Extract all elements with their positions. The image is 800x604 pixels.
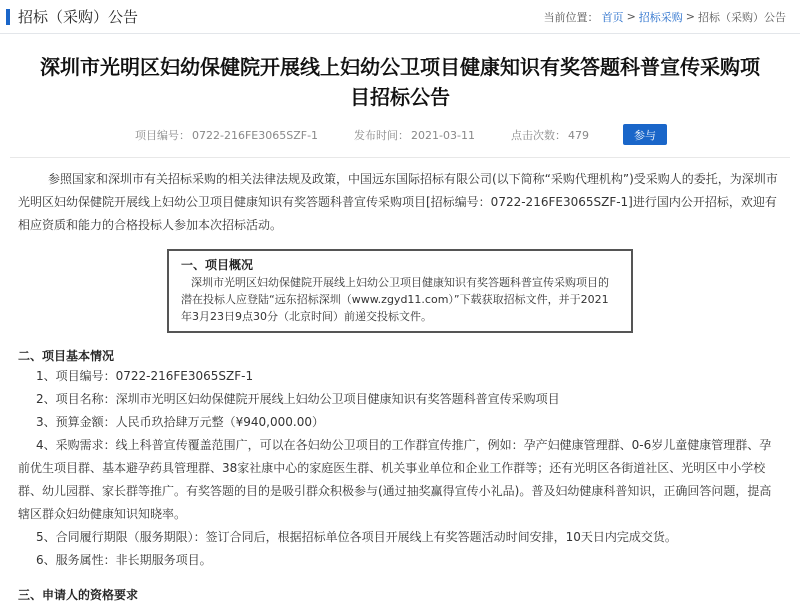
list-item: 1、项目编号：0722-216FE3065SZF-1 [36, 369, 254, 383]
list-item: 3、预算金额：人民币玖拾肆万元整（¥940,000.00） [36, 415, 324, 429]
project-number-label: 项目编号： [135, 128, 190, 142]
join-button[interactable]: 参与 [623, 124, 667, 145]
section-title [6, 6, 138, 27]
section-qualification-heading: 三、申请人的资格要求 [18, 588, 139, 602]
publish-date-value: 2021-03-11 [411, 128, 475, 142]
list-item: 5、合同履行期限（服务期限）：签订合同后，根据招标单位各项目开展线上有奖答题活动时间安排，10天日内完成交货。 [36, 530, 677, 544]
article-meta [0, 124, 800, 145]
intro-paragraph: 参照国家和深圳市有关招标采购的相关法律法规及政策，中国远东国际招标有限公司(以下简称“采购代理机构”)受采购人的委托，为深圳市光明区妇幼保健院开展线上妇幼公卫项目健康知识有奖答题科普宣传采购项目[招标编号：0722-216FE3065SZF-1]进行国内公开招标，欢迎有相应资质和能力的合格投标人参加本次招标活动。 [18, 172, 778, 232]
overview-body: 深圳市光明区妇幼保健院开展线上妇幼公卫项目健康知识有奖答题科普宣传采购项目的潜在投标人应登陆“远东招标深圳（www.zgyd11.com）”下载获取招标文件，并于2021年3月23日9点30分（北京时间）前递交投标文件。 [181, 276, 609, 323]
divider [10, 157, 790, 158]
section-title-text: 招标（采购）公告 [18, 8, 139, 26]
project-overview-box [167, 249, 633, 333]
click-count-value: 479 [567, 128, 589, 142]
breadcrumb-current: 招标（采购）公告 [698, 10, 786, 24]
list-item: 2、项目名称：深圳市光明区妇幼保健院开展线上妇幼公卫项目健康知识有奖答题科普宣传采购项目 [36, 392, 560, 406]
page-header [0, 0, 800, 34]
list-item: 4、采购需求：线上科普宣传覆盖范围广，可以在各妇幼公卫项目的工作群宣传推广，例如：孕产妇健康管理群、0-6岁儿童健康管理群、孕前优生项目群、基本避孕药具管理群、38家社康中心的家庭医生群、机关事业单位和企业工作群等；还有光明区各街道社区、光明区中小学校群、幼儿园群、家长群等推广。有奖答题的目的是吸引群众积极参与(通过抽奖赢得宣传小礼品)。普及妇幼健康科普知识，正确回答问题，提高辖区群众妇幼健康知识知晓率。 [18, 438, 772, 521]
publish-date [352, 127, 475, 143]
click-count-label: 点击次数： [510, 128, 566, 142]
breadcrumb-separator: > [626, 10, 636, 23]
section-title-accent-bar [6, 9, 10, 25]
breadcrumb [544, 9, 786, 25]
breadcrumb-procurement-link[interactable]: 招标采购 [638, 10, 683, 24]
click-count [509, 127, 589, 143]
breadcrumb-prefix: 当前位置： [543, 10, 599, 24]
project-number [133, 127, 318, 143]
overview-heading: 一、项目概况 [181, 258, 254, 272]
publish-date-label: 发布时间： [354, 128, 410, 142]
section-basic-info-heading: 二、项目基本情况 [18, 349, 115, 363]
breadcrumb-separator: > [685, 10, 695, 23]
list-item: 6、服务属性：非长期服务项目。 [36, 553, 212, 567]
project-number-value: 0722-216FE3065SZF-1 [192, 128, 319, 142]
breadcrumb-home-link[interactable]: 首页 [601, 10, 624, 24]
page-title: 深圳市光明区妇幼保健院开展线上妇幼公卫项目健康知识有奖答题科普宣传采购项目招标公告 [40, 55, 760, 109]
